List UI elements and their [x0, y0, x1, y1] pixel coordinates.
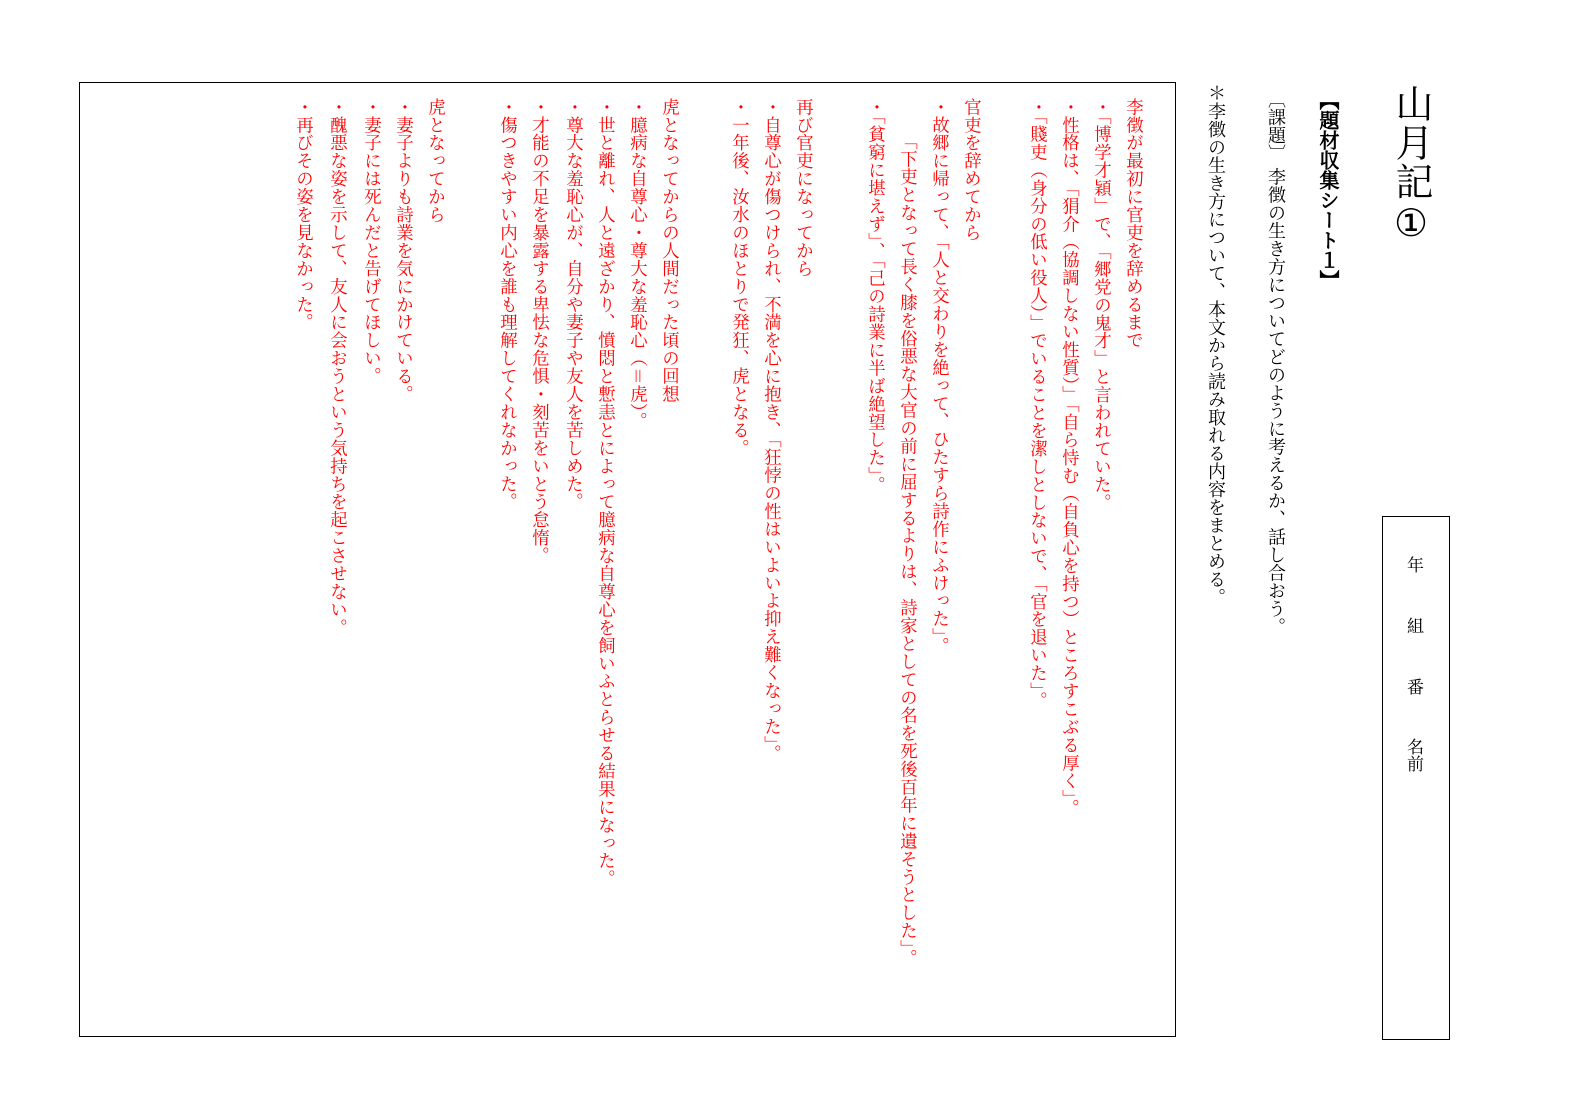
list-item: ・傷つきやすい内心を誰も理解してくれなかった。	[496, 98, 517, 511]
list-item: ・自尊心が傷つけられ、不満を心に抱き、「狂悖の性はいよいよ抑え難くなった」。	[760, 98, 781, 763]
list-item: ・「賤吏（身分の低い役人）」でいることを潔しとしないで、「官を退いた」。	[1026, 98, 1047, 710]
section-heading-recollection: 虎となってからの人間だった頃の回想	[658, 98, 679, 404]
section-heading-after-resign: 官吏を辞めてから	[960, 98, 981, 242]
list-item: ・才能の不足を暴露する卑怯な危惧・刻苦をいとう怠惰。	[528, 98, 549, 565]
grade-field-label: 年	[1403, 556, 1423, 573]
list-item: ・「貧窮に堪えず」、「己の詩業に半ば絶望した」。	[864, 98, 885, 494]
section-heading-reinstated: 再び官吏になってから	[792, 98, 813, 278]
list-item: ・妻子には死んだと告げてほしい。	[360, 98, 381, 386]
list-item: ・再びその姿を見なかった。	[292, 98, 313, 332]
list-item: ・妻子よりも詩業を気にかけている。	[392, 98, 413, 404]
name-field-label: 名前	[1403, 738, 1423, 772]
list-item: ・故郷に帰って、「人と交わりを絶って、ひたすら詩作にふけった」。	[928, 98, 949, 655]
list-item: ・一年後、汝水のほとりで発狂、虎となる。	[728, 98, 749, 457]
list-item: ・「博学才穎」で、「郷党の鬼才」と言われていた。	[1090, 98, 1111, 512]
list-item: ・臆病な自尊心・尊大な羞恥心（＝虎）。	[626, 98, 647, 431]
list-item: ・尊大な羞恥心が、自分や妻子や友人を苦しめた。	[562, 98, 583, 511]
class-field-label: 組	[1403, 617, 1423, 634]
list-item: ・醜悪な姿を示して、友人に会おうという気持ちを起こさせない。	[326, 98, 347, 637]
task-note: ＊李徴の生き方について、本文から読み取れる内容をまとめる。	[1205, 84, 1226, 606]
name-box	[1382, 516, 1450, 1040]
section-heading-before-resign: 李徴が最初に官吏を辞めるまで	[1122, 98, 1143, 350]
page-title: 山月記①	[1389, 84, 1433, 246]
number-field-label: 番	[1403, 678, 1423, 695]
list-item-continuation: 「下吏となって長く膝を俗悪な大官の前に屈するよりは、詩家としての名を死後百年に遺そうとした」。	[896, 132, 917, 967]
sheet-label: 【題材収集シート１】	[1316, 90, 1340, 290]
list-item: ・世と離れ、人と遠ざかり、憤悶と慙恚とによって臆病な自尊心を飼いふとらせる結果になった。	[594, 98, 615, 888]
task-statement: 〔課題〕 李徴の生き方についてどのように考えるか、話し合おう。	[1265, 90, 1286, 636]
list-item: ・性格は、「狷介（協調しない性質）」「自ら恃む（自負心を持つ）ところすこぶる厚く」。	[1058, 98, 1079, 818]
section-heading-after-tiger: 虎となってから	[424, 98, 445, 224]
